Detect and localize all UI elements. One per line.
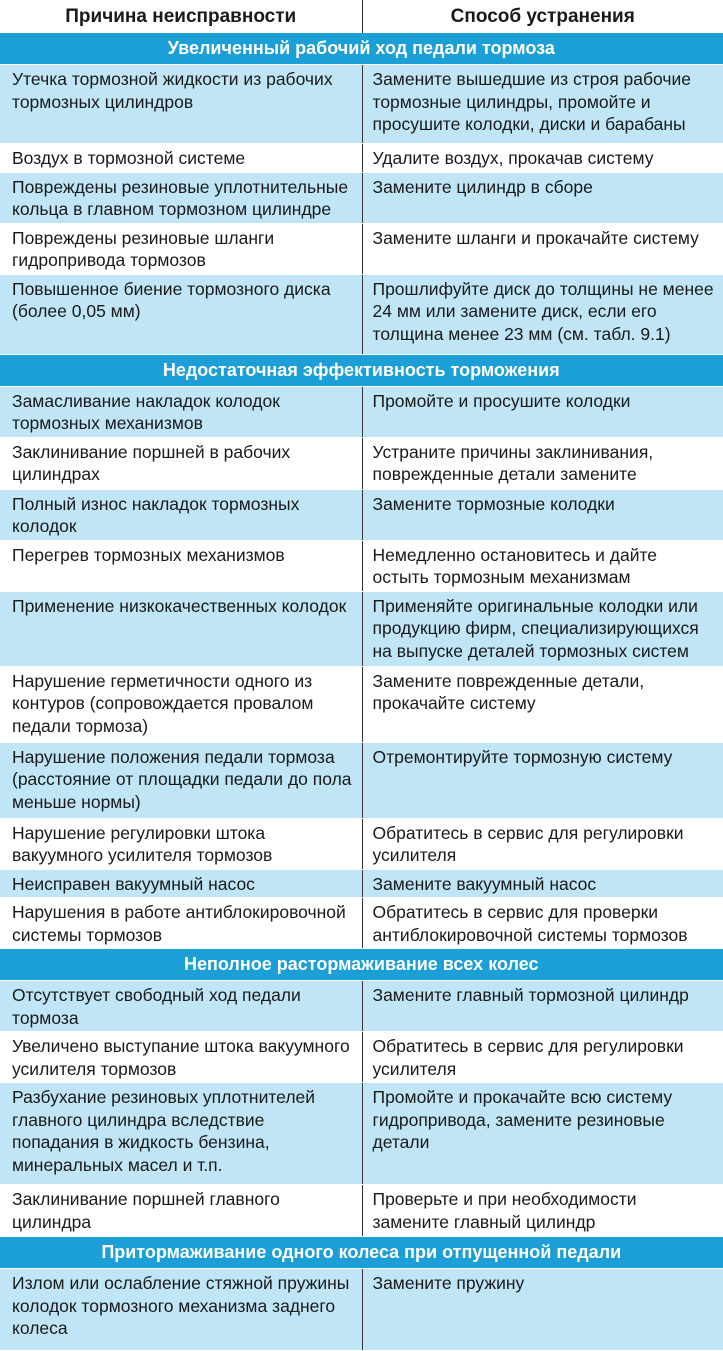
table-row <box>0 981 723 1032</box>
remedy-cell: Промойте и прокачайте всю систему гидропривода, замените резиновые детали <box>362 1083 723 1185</box>
section-title: Недостаточная эффективность торможения <box>0 354 723 386</box>
cause-cell: Повреждены резиновые уплотнительные кольца в главном тормозном цилиндре <box>0 172 362 223</box>
table-row <box>0 818 723 869</box>
remedy-cell: Обратитесь в сервис для регулировки усилителя <box>362 818 723 869</box>
table-row <box>0 742 723 818</box>
cause-cell: Перегрев тормозных механизмов <box>0 540 362 591</box>
cause-cell: Заклинивание поршней главного цилиндра <box>0 1185 362 1237</box>
table-row <box>0 591 723 666</box>
cause-cell: Замасливание накладок колодок тормозных механизмов <box>0 386 362 437</box>
table-row <box>0 65 723 144</box>
remedy-cell: Удалите воздух, прокачав систему <box>362 144 723 173</box>
table-row <box>0 274 723 354</box>
cause-cell: Неисправен вакуумный насос <box>0 869 362 898</box>
table-row <box>0 540 723 591</box>
header-cause: Причина неисправности <box>0 0 362 33</box>
remedy-cell: Проверьте и при необходимости замените главный цилиндр <box>362 1185 723 1237</box>
section-header <box>0 33 723 65</box>
table-row <box>0 1185 723 1237</box>
remedy-cell: Замените вышедшие из строя рабочие тормозные цилиндры, промойте и просушите колодки, диски и барабаны <box>362 65 723 144</box>
section-header <box>0 354 723 386</box>
remedy-cell: Замените поврежденные детали, прокачайте систему <box>362 666 723 742</box>
remedy-cell: Промойте и просушите колодки <box>362 386 723 437</box>
header-remedy: Способ устранения <box>362 0 723 33</box>
remedy-cell: Замените цилиндр в сборе <box>362 172 723 223</box>
table-row <box>0 1269 723 1351</box>
cause-cell: Полный износ накладок тормозных колодок <box>0 489 362 540</box>
remedy-cell: Отремонтируйте тормозную систему <box>362 742 723 818</box>
cause-cell: Нарушение регулировки штока вакуумного усилителя тормозов <box>0 818 362 869</box>
remedy-cell: Устраните причины заклинивания, поврежденные детали замените <box>362 437 723 489</box>
cause-cell: Излом или ослабление стяжной пружины колодок тормозного механизма заднего колеса <box>0 1269 362 1351</box>
cause-cell: Нарушение положения педали тормоза (расстояние от площадки педали до пола меньше нормы) <box>0 742 362 818</box>
remedy-cell: Замените главный тормозной цилиндр <box>362 981 723 1032</box>
table-header-row <box>0 0 723 33</box>
table-row <box>0 386 723 437</box>
remedy-cell: Обратитесь в сервис для проверки антиблокировочной системы тормозов <box>362 898 723 949</box>
remedy-cell: Обратитесь в сервис для регулировки усилителя <box>362 1032 723 1083</box>
section-title: Увеличенный рабочий ход педали тормоза <box>0 33 723 65</box>
table-row <box>0 223 723 274</box>
remedy-cell: Замените вакуумный насос <box>362 869 723 898</box>
table-row <box>0 666 723 742</box>
remedy-cell: Замените шланги и прокачайте систему <box>362 223 723 274</box>
cause-cell: Нарушения в работе антиблокировочной системы тормозов <box>0 898 362 949</box>
cause-cell: Разбухание резиновых уплотнителей главного цилиндра вследствие попадания в жидкость бензина, минеральных масел и т.п. <box>0 1083 362 1185</box>
table-row <box>0 869 723 898</box>
remedy-cell: Прошлифуйте диск до толщины не менее 24 мм или замените диск, если его толщина менее 23 мм (см. табл. 9.1) <box>362 274 723 354</box>
table-row <box>0 898 723 949</box>
table-row <box>0 144 723 173</box>
remedy-cell: Замените тормозные колодки <box>362 489 723 540</box>
cause-cell: Заклинивание поршней в рабочих цилиндрах <box>0 437 362 489</box>
cause-cell: Применение низкокачественных колодок <box>0 591 362 666</box>
table-row <box>0 437 723 489</box>
section-title: Неполное растормаживание всех колес <box>0 949 723 981</box>
section-header <box>0 1237 723 1269</box>
table-row <box>0 172 723 223</box>
cause-cell: Нарушение герметичности одного из контуров (сопровождается провалом педали тормоза) <box>0 666 362 742</box>
cause-cell: Повышенное биение тормозного диска (более 0,05 мм) <box>0 274 362 354</box>
cause-cell: Увеличено выступание штока вакуумного усилителя тормозов <box>0 1032 362 1083</box>
table-row <box>0 1032 723 1083</box>
remedy-cell: Замените пружину <box>362 1269 723 1351</box>
section-title: Притормаживание одного колеса при отпущенной педали <box>0 1237 723 1269</box>
table-row <box>0 489 723 540</box>
cause-cell: Утечка тормозной жидкости из рабочих тормозных цилиндров <box>0 65 362 144</box>
section-header <box>0 949 723 981</box>
table-row <box>0 1083 723 1185</box>
cause-cell: Повреждены резиновые шланги гидропривода тормозов <box>0 223 362 274</box>
remedy-cell: Применяйте оригинальные колодки или продукцию фирм, специализирующихся на выпуске деталей тормозных систем <box>362 591 723 666</box>
remedy-cell: Немедленно остановитесь и дайте остыть тормозным механизмам <box>362 540 723 591</box>
cause-cell: Воздух в тормозной системе <box>0 144 362 173</box>
cause-cell: Отсутствует свободный ход педали тормоза <box>0 981 362 1032</box>
